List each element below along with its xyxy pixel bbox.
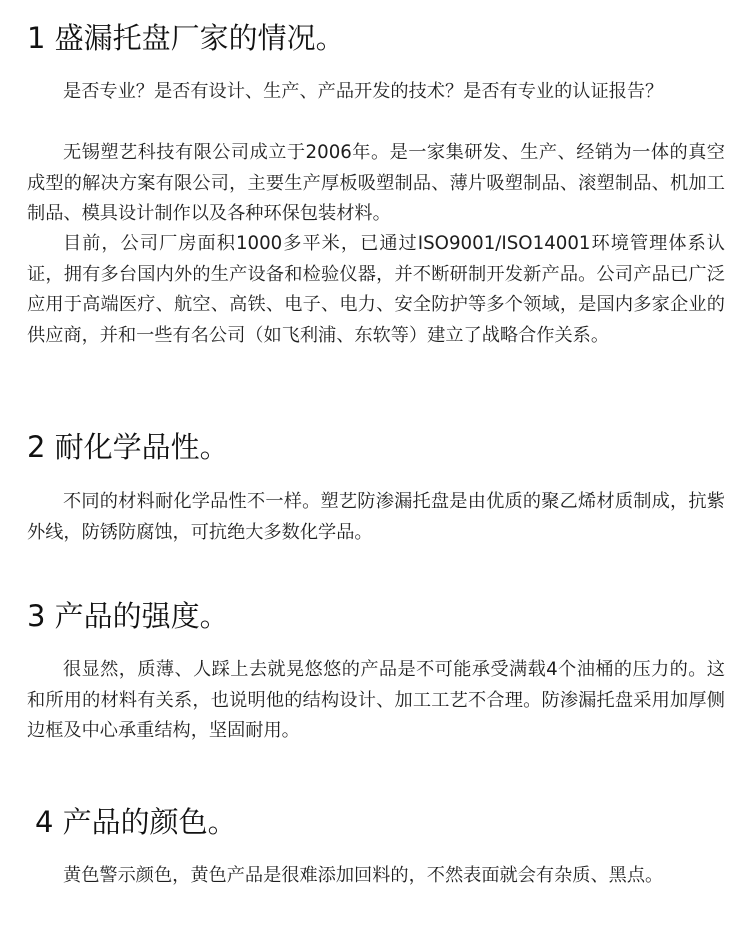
section-1-paragraph-3: 目前，公司厂房面积1000多平米，已通过ISO9001/ISO14001环境管理体系认证，拥有多台国内外的生产设备和检验仪器，并不断研制开发新产品。公司产品已广泛应用于高端医疗、航空、高铁、电子、电力、安全防护等多个领域，是国内多家企业的供应商，并和一些有名公司（如飞利浦、东软等）建立了战略合作关系。 (27, 233, 725, 347)
section-3-title: 3 产品的强度。 (27, 599, 229, 633)
section-1-title: 1 盛漏托盘厂家的情况。 (27, 21, 345, 55)
section-2-paragraph-1: 不同的材料耐化学品性不一样。塑艺防渗漏托盘是由优质的聚乙烯材质制成，抗紫外线，防锈防腐蚀，可抗绝大多数化学品。 (27, 491, 725, 543)
section-4-paragraph-1: 黄色警示颜色，黄色产品是很难添加回料的，不然表面就会有杂质、黑点。 (63, 865, 664, 886)
section-1-paragraph-2: 无锡塑艺科技有限公司成立于2006年。是一家集研发、生产、经销为一体的真空成型的解决方案有限公司，主要生产厚板吸塑制品、薄片吸塑制品、滚塑制品、机加工制品、模具设计制作以及各种环保包装材料。 (27, 142, 725, 225)
section-2-title: 2 耐化学品性。 (27, 430, 229, 464)
section-3-paragraph-1: 很显然，质薄、人踩上去就晃悠悠的产品是不可能承受满载4个油桶的压力的。这和所用的材料有关系，也说明他的结构设计、加工工艺不合理。防渗漏托盘采用加厚侧边框及中心承重结构，坚固耐用。 (27, 659, 725, 742)
section-1-paragraph-1: 是否专业？是否有设计、生产、产品开发的技术？是否有专业的认证报告？ (63, 81, 664, 102)
section-4-title: 4 产品的颜色。 (35, 805, 237, 839)
